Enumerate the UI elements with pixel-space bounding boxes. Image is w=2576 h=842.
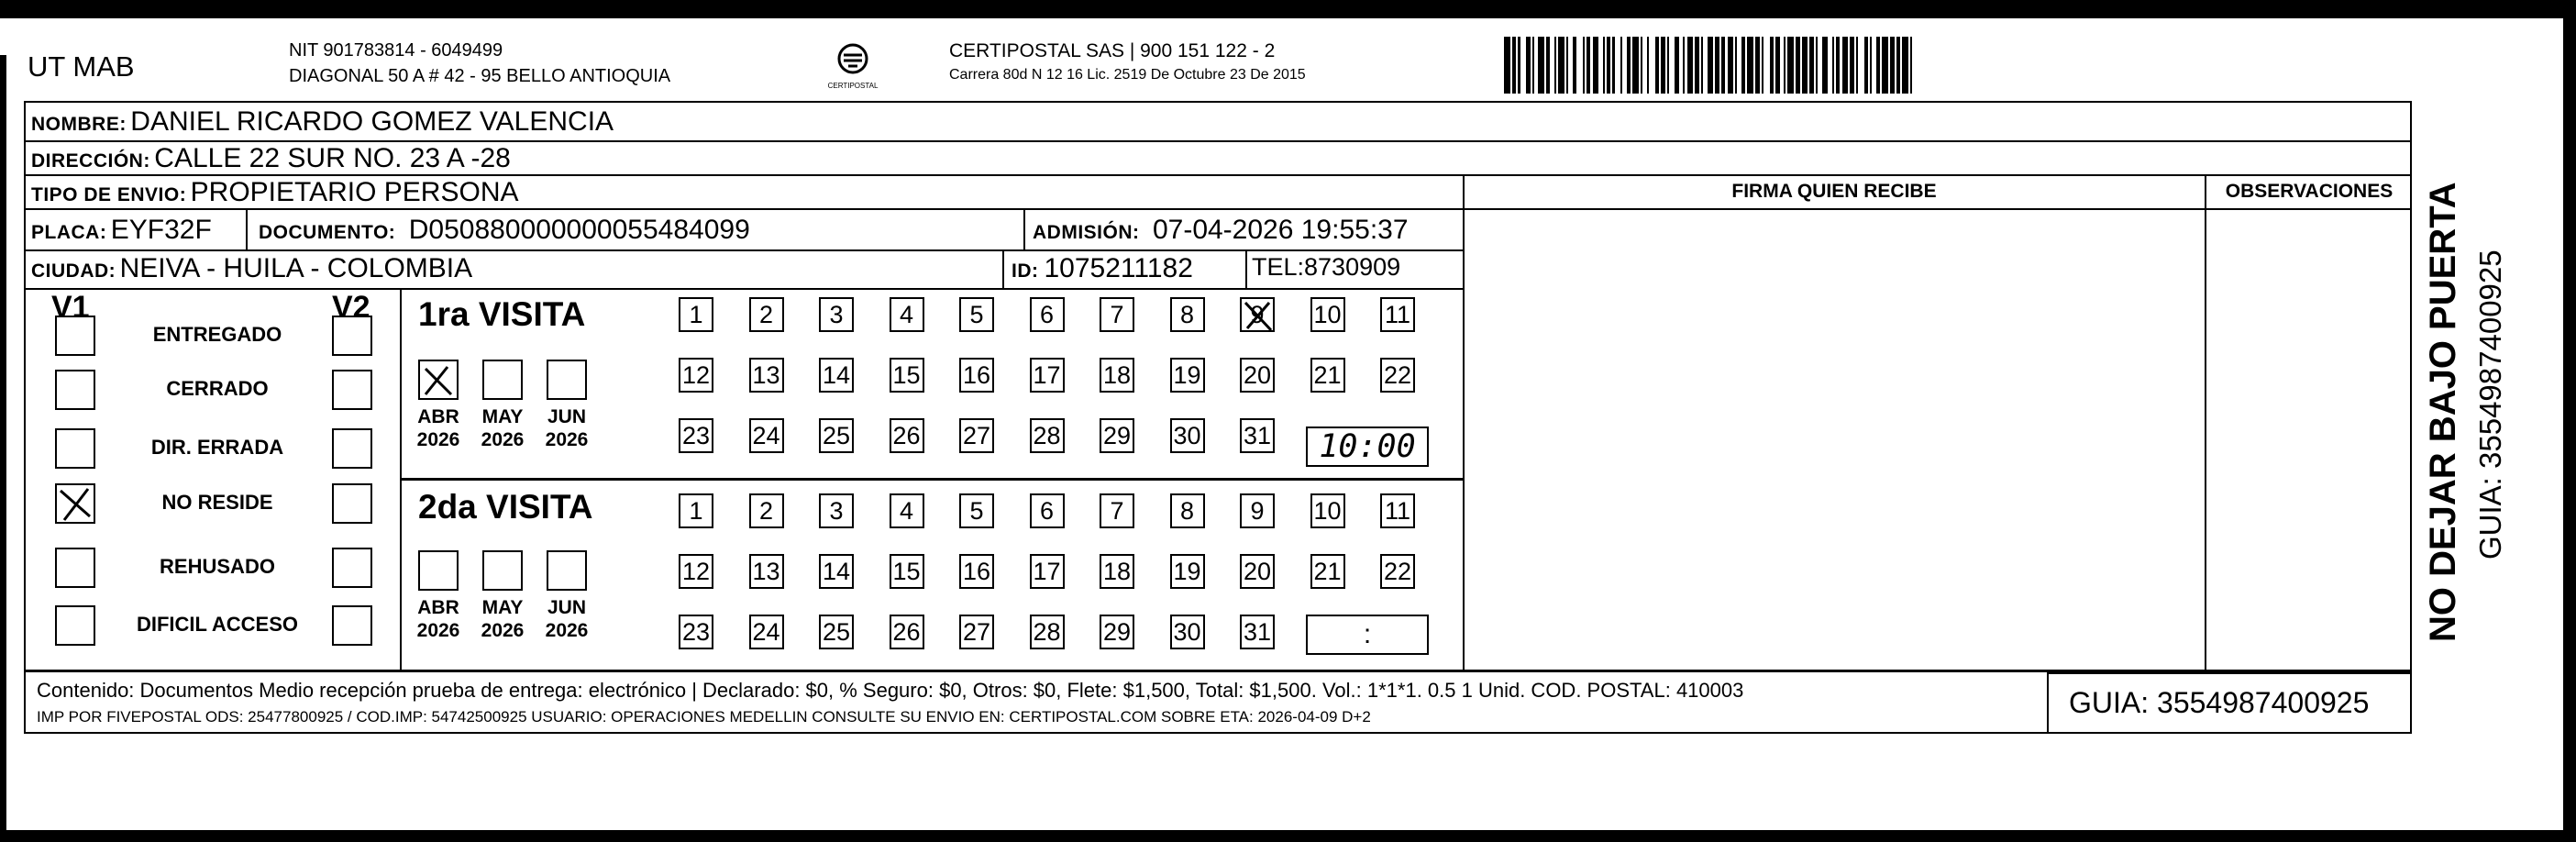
barcode-bar	[1763, 37, 1770, 94]
right-border	[2563, 0, 2576, 842]
second-visit-time[interactable]: :	[1306, 615, 1429, 655]
v2-checkbox-no-reside[interactable]	[332, 483, 372, 524]
first-visit-day-14[interactable]: 14	[819, 358, 854, 393]
footer-line1: Contenido: Documentos Medio recepción prueba de entrega: electrónico | Declarado: $0, % Seguro: $0, Otros: $0, Flete: $1,500, Total: $1,500. Vol.: 1*1*1. 0.5 1 Unid. COD. POSTAL: 410003	[37, 679, 1744, 702]
second-visit-day-31[interactable]: 31	[1240, 615, 1275, 649]
first-visit-month-box-abr[interactable]	[418, 360, 459, 400]
barcode-bar	[1649, 37, 1655, 94]
second-visit-day-29[interactable]: 29	[1100, 615, 1134, 649]
top-border	[0, 0, 2576, 18]
left-border	[0, 55, 6, 835]
company-name: UT MAB	[28, 50, 135, 83]
barcode-bar	[1787, 37, 1794, 94]
placa-label: PLACA:	[31, 222, 107, 243]
certipostal-logo	[827, 40, 879, 92]
first-visit-day-22[interactable]: 22	[1380, 358, 1415, 393]
month-label: ABR 2026	[416, 597, 460, 641]
first-visit-day-4[interactable]: 4	[890, 297, 924, 332]
barcode-bar	[1632, 37, 1639, 94]
admision-label: ADMISIÓN:	[1033, 222, 1140, 243]
barcode-bar	[1520, 37, 1527, 94]
barcode-bar	[1687, 37, 1694, 94]
second-visit-day-23[interactable]: 23	[679, 615, 713, 649]
second-visit-day-25[interactable]: 25	[819, 615, 854, 649]
first-visit-day-6[interactable]: 6	[1030, 297, 1065, 332]
side-guia: GUIA: 3554987400925	[2473, 249, 2507, 559]
second-visit-day-27[interactable]: 27	[959, 615, 994, 649]
v2-checkbox-dir-errada[interactable]	[332, 428, 372, 469]
barcode-bar	[1747, 37, 1753, 94]
barcode-bar	[1504, 37, 1510, 94]
v1-checkbox-dir-errada[interactable]	[55, 428, 95, 469]
documento-value: D050880000000055484099	[408, 215, 750, 245]
first-visit-day-1[interactable]: 1	[679, 297, 713, 332]
v1-checkbox-rehusado[interactable]	[55, 548, 95, 588]
barcode-bar	[1912, 37, 1916, 94]
month-label: MAY 2026	[481, 406, 525, 450]
second-visit-day-10[interactable]: 10	[1310, 493, 1345, 528]
first-visit-month-box-jun[interactable]	[547, 360, 587, 400]
first-visit-day-9[interactable]: 9	[1240, 297, 1275, 332]
placa-value: EYF32F	[110, 215, 212, 245]
v1-checkbox-cerrado[interactable]	[55, 370, 95, 410]
status-label: NO RESIDE	[161, 491, 273, 514]
barcode-bar	[1842, 37, 1849, 94]
v1-checkbox-dificil-acceso[interactable]	[55, 605, 95, 646]
first-visit-day-26[interactable]: 26	[890, 418, 924, 453]
month-label: ABR 2026	[416, 406, 460, 450]
barcode-bar	[1593, 37, 1599, 94]
first-visit-time[interactable]: 10:00	[1306, 427, 1429, 467]
first-visit-day-20[interactable]: 20	[1240, 358, 1275, 393]
second-visit-month-box-jun[interactable]	[547, 550, 587, 591]
barcode-bar	[1538, 37, 1544, 94]
second-visit-day-6[interactable]: 6	[1030, 493, 1065, 528]
admision-value: 07-04-2026 19:55:37	[1152, 215, 1409, 245]
first-visit-day-13[interactable]: 13	[749, 358, 784, 393]
second-visit-day-2[interactable]: 2	[749, 493, 784, 528]
second-visit-day-15[interactable]: 15	[890, 554, 924, 589]
second-visit-day-11[interactable]: 11	[1380, 493, 1415, 528]
first-visit-title: 1ra VISITA	[418, 295, 586, 333]
footer-line2: IMP POR FIVEPOSTAL ODS: 25477800925 / COD.IMP: 54742500925 USUARIO: OPERACIONES MEDELLIN CONSULTE SU ENVIO EN: CERTIPOSTAL.COM SOBRE ETA: 2026-04-09 D+2	[37, 708, 1371, 726]
first-visit-day-24[interactable]: 24	[749, 418, 784, 453]
second-visit-day-5[interactable]: 5	[959, 493, 994, 528]
first-visit-day-18[interactable]: 18	[1100, 358, 1134, 393]
ciudad-label: CIUDAD:	[31, 260, 116, 282]
first-visit-day-7[interactable]: 7	[1100, 297, 1134, 332]
v1-checkbox-entregado[interactable]	[55, 316, 95, 356]
second-visit-day-22[interactable]: 22	[1380, 554, 1415, 589]
company-nit: NIT 901783814 - 6049499	[289, 40, 503, 61]
second-visit-month-box-abr[interactable]	[418, 550, 459, 591]
v1-label: V1	[51, 290, 90, 325]
direccion-value: CALLE 22 SUR NO. 23 A -28	[154, 143, 511, 173]
second-visit-day-18[interactable]: 18	[1100, 554, 1134, 589]
second-visit-day-26[interactable]: 26	[890, 615, 924, 649]
month-label: JUN 2026	[545, 406, 589, 450]
barcode-bar	[1728, 37, 1734, 94]
tipo-label: TIPO DE ENVIO:	[31, 184, 187, 205]
second-visit-day-13[interactable]: 13	[749, 554, 784, 589]
status-label: REHUSADO	[160, 555, 275, 578]
second-visit-day-30[interactable]: 30	[1170, 615, 1205, 649]
observaciones-header: OBSERVACIONES	[2225, 181, 2394, 202]
barcode-bar	[1858, 37, 1864, 94]
first-visit-day-23[interactable]: 23	[679, 418, 713, 453]
first-visit-day-28[interactable]: 28	[1030, 418, 1065, 453]
barcode-bar	[1902, 37, 1908, 94]
no-dejar-bajo-puerta: NO DEJAR BAJO PUERTA	[2423, 182, 2463, 642]
ciudad-value: NEIVA - HUILA - COLOMBIA	[119, 253, 473, 283]
second-visit-day-14[interactable]: 14	[819, 554, 854, 589]
documento-label: DOCUMENTO:	[259, 222, 396, 243]
bottom-border	[0, 830, 2576, 842]
barcode-bar	[1882, 37, 1888, 94]
first-visit-month-box-may[interactable]	[482, 360, 523, 400]
status-label: DIR. ERRADA	[150, 436, 284, 459]
first-visit-day-21[interactable]: 21	[1310, 358, 1345, 393]
barcode-bar	[1802, 37, 1808, 94]
month-label: JUN 2026	[545, 597, 589, 641]
barcode	[1504, 37, 2228, 94]
nombre-value: DANIEL RICARDO GOMEZ VALENCIA	[130, 106, 614, 137]
first-visit-day-27[interactable]: 27	[959, 418, 994, 453]
firma-header: FIRMA QUIEN RECIBE	[1731, 181, 1937, 202]
first-visit-day-8[interactable]: 8	[1170, 297, 1205, 332]
second-visit-title: 2da VISITA	[418, 488, 593, 526]
first-visit-day-19[interactable]: 19	[1170, 358, 1205, 393]
second-visit-day-4[interactable]: 4	[890, 493, 924, 528]
first-visit-day-5[interactable]: 5	[959, 297, 994, 332]
second-visit-day-12[interactable]: 12	[679, 554, 713, 589]
first-visit-day-2[interactable]: 2	[749, 297, 784, 332]
first-visit-day-12[interactable]: 12	[679, 358, 713, 393]
second-visit-day-7[interactable]: 7	[1100, 493, 1134, 528]
barcode-bar	[1822, 37, 1829, 94]
barcode-bar	[1615, 37, 1621, 94]
certipostal-title: CERTIPOSTAL SAS | 900 151 122 - 2	[949, 40, 1276, 61]
barcode-bar	[1558, 37, 1564, 94]
v2-checkbox-entregado[interactable]	[332, 316, 372, 356]
first-visit-day-25[interactable]: 25	[819, 418, 854, 453]
first-visit-day-11[interactable]: 11	[1380, 297, 1415, 332]
second-visit-day-17[interactable]: 17	[1030, 554, 1065, 589]
second-visit-day-21[interactable]: 21	[1310, 554, 1345, 589]
barcode-bar	[1576, 37, 1583, 94]
barcode-bar	[1708, 37, 1714, 94]
barcode-bar	[1669, 37, 1675, 94]
tipo-value: PROPIETARIO PERSONA	[190, 177, 519, 207]
first-visit-day-15[interactable]: 15	[890, 358, 924, 393]
id-label: ID:	[1012, 260, 1039, 282]
second-visit-day-16[interactable]: 16	[959, 554, 994, 589]
status-label: ENTREGADO	[152, 323, 282, 346]
v2-checkbox-dificil-acceso[interactable]	[332, 605, 372, 646]
v2-checkbox-cerrado[interactable]	[332, 370, 372, 410]
second-visit-month-box-may[interactable]	[482, 550, 523, 591]
company-address: DIAGONAL 50 A # 42 - 95 BELLO ANTIOQUIA	[289, 66, 671, 86]
month-label: MAY 2026	[481, 597, 525, 641]
direccion-label: DIRECCIÓN:	[31, 150, 150, 172]
second-visit-day-8[interactable]: 8	[1170, 493, 1205, 528]
second-visit-day-24[interactable]: 24	[749, 615, 784, 649]
second-visit-day-1[interactable]: 1	[679, 493, 713, 528]
v1-checkbox-no-reside[interactable]	[55, 483, 95, 524]
id-value: 1075211182	[1044, 253, 1193, 283]
second-visit-day-9[interactable]: 9	[1240, 493, 1275, 528]
first-visit-day-17[interactable]: 17	[1030, 358, 1065, 393]
first-visit-day-16[interactable]: 16	[959, 358, 994, 393]
v2-label: V2	[332, 290, 370, 325]
nombre-label: NOMBRE:	[31, 114, 127, 135]
second-visit-day-3[interactable]: 3	[819, 493, 854, 528]
second-visit-day-28[interactable]: 28	[1030, 615, 1065, 649]
logo-text: CERTIPOSTAL	[827, 82, 879, 90]
second-visit-day-19[interactable]: 19	[1170, 554, 1205, 589]
certipostal-sub: Carrera 80d N 12 16 Lic. 2519 De Octubre 23 De 2015	[949, 67, 1306, 83]
first-visit-day-29[interactable]: 29	[1100, 418, 1134, 453]
first-visit-day-3[interactable]: 3	[819, 297, 854, 332]
first-visit-day-30[interactable]: 30	[1170, 418, 1205, 453]
second-visit-day-20[interactable]: 20	[1240, 554, 1275, 589]
first-visit-day-10[interactable]: 10	[1310, 297, 1345, 332]
status-label: CERRADO	[166, 377, 269, 400]
v2-checkbox-rehusado[interactable]	[332, 548, 372, 588]
status-label: DIFICIL ACCESO	[136, 613, 298, 636]
tel-value: TEL:8730909	[1252, 253, 1401, 281]
first-visit-day-31[interactable]: 31	[1240, 418, 1275, 453]
footer-guia: GUIA: 3554987400925	[2069, 686, 2370, 719]
